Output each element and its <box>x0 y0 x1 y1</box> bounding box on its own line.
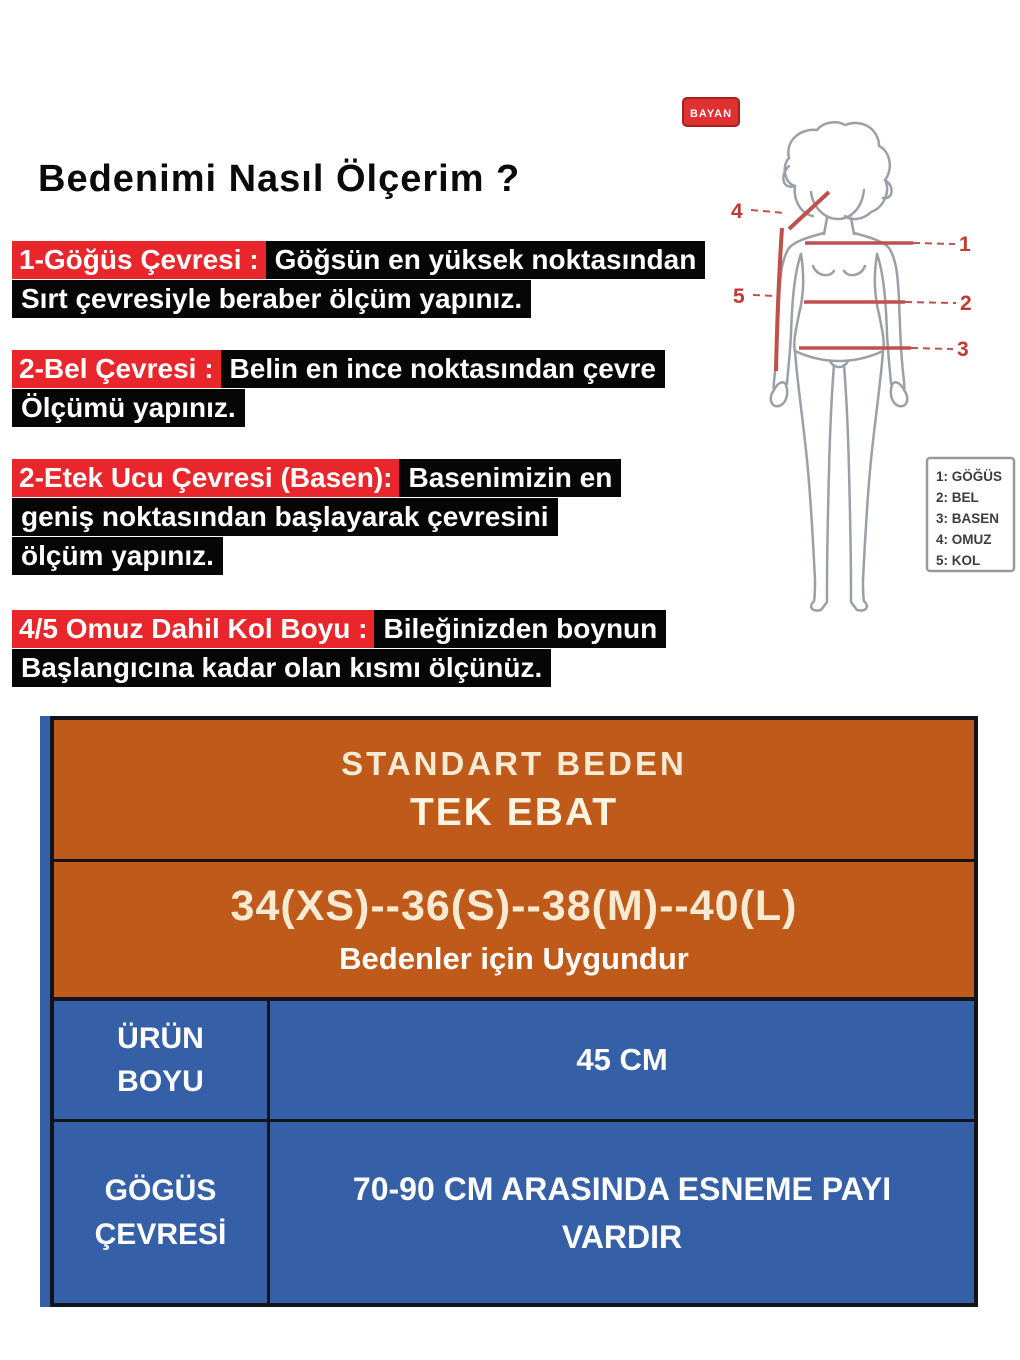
instruction-waist-text: Belin en ince noktasından çevre <box>221 350 665 388</box>
instruction-arm-text-2: Başlangıcına kadar olan kısmı ölçünüz. <box>12 649 551 687</box>
woman-outline <box>771 122 907 610</box>
measure-line-arm <box>776 228 782 371</box>
chest-stretch-value: 70-90 CM ARASINDA ESNEME PAYI VARDIR <box>352 1170 892 1255</box>
legend-item-waist: 2: BEL <box>936 490 979 505</box>
instruction-arm <box>12 611 666 689</box>
chest-stretch-row <box>54 1122 974 1303</box>
instruction-arm-text: Bileğinizden boynun <box>374 610 666 648</box>
number-4: 4 <box>731 200 743 223</box>
number-1: 1 <box>959 233 971 256</box>
bayan-badge <box>683 98 739 126</box>
body-measurement-diagram <box>665 88 1020 653</box>
number-5: 5 <box>733 285 745 308</box>
size-table <box>40 716 978 1307</box>
one-size-title: TEK EBAT <box>409 790 619 834</box>
instruction-waist <box>12 351 665 429</box>
product-length-label: ÜRÜN BOYU <box>54 1001 270 1119</box>
product-length-row <box>54 1001 974 1122</box>
instruction-hip-text-2: geniş noktasından başlayarak çevresini <box>12 498 558 536</box>
size-range-note: Bedenler için Uygundur <box>339 941 689 976</box>
instruction-hip-text-3: ölçüm yapınız. <box>12 537 223 575</box>
size-range-row <box>54 862 974 1001</box>
number-2: 2 <box>960 292 972 315</box>
svg-text:BAYAN: BAYAN <box>689 108 733 120</box>
legend-item-shoulder: 4: OMUZ <box>936 532 992 547</box>
chest-stretch-label: GÖGÜS ÇEVRESİ <box>54 1122 270 1303</box>
instruction-chest-text-2: Sırt çevresiyle beraber ölçüm yapınız. <box>12 280 531 318</box>
instruction-chest-label: 1-Göğüs Çevresi : <box>12 241 266 279</box>
instruction-hip-text: Basenimizin en <box>399 459 621 497</box>
instruction-arm-label: 4/5 Omuz Dahil Kol Boyu : <box>12 610 374 648</box>
instruction-waist-text-2: Ölçümü yapınız. <box>12 389 245 427</box>
table-header-row <box>54 720 974 862</box>
legend-item-arm: 5: KOL <box>936 553 981 568</box>
instruction-chest-text: Göğsün en yüksek noktasından <box>266 241 706 279</box>
page-title: Bedenimi Nasıl Ölçerim ? <box>38 158 521 200</box>
instruction-hip-label: 2-Etek Ucu Çevresi (Basen): <box>12 459 399 497</box>
product-length-value: 45 CM <box>576 1041 668 1077</box>
instruction-chest <box>12 242 705 320</box>
legend-box <box>927 458 1014 571</box>
legend-item-hip: 3: BASEN <box>936 511 1000 526</box>
instruction-hip <box>12 460 621 576</box>
size-range-values: 34(XS)--36(S)--38(M)--40(L) <box>230 882 798 930</box>
instruction-waist-label: 2-Bel Çevresi : <box>12 350 221 388</box>
woman-figure-svg <box>665 88 1020 653</box>
number-3: 3 <box>957 338 969 361</box>
legend-item-chest: 1: GÖĞÜS <box>936 469 1003 484</box>
standard-size-title: STANDART BEDEN <box>341 744 687 782</box>
